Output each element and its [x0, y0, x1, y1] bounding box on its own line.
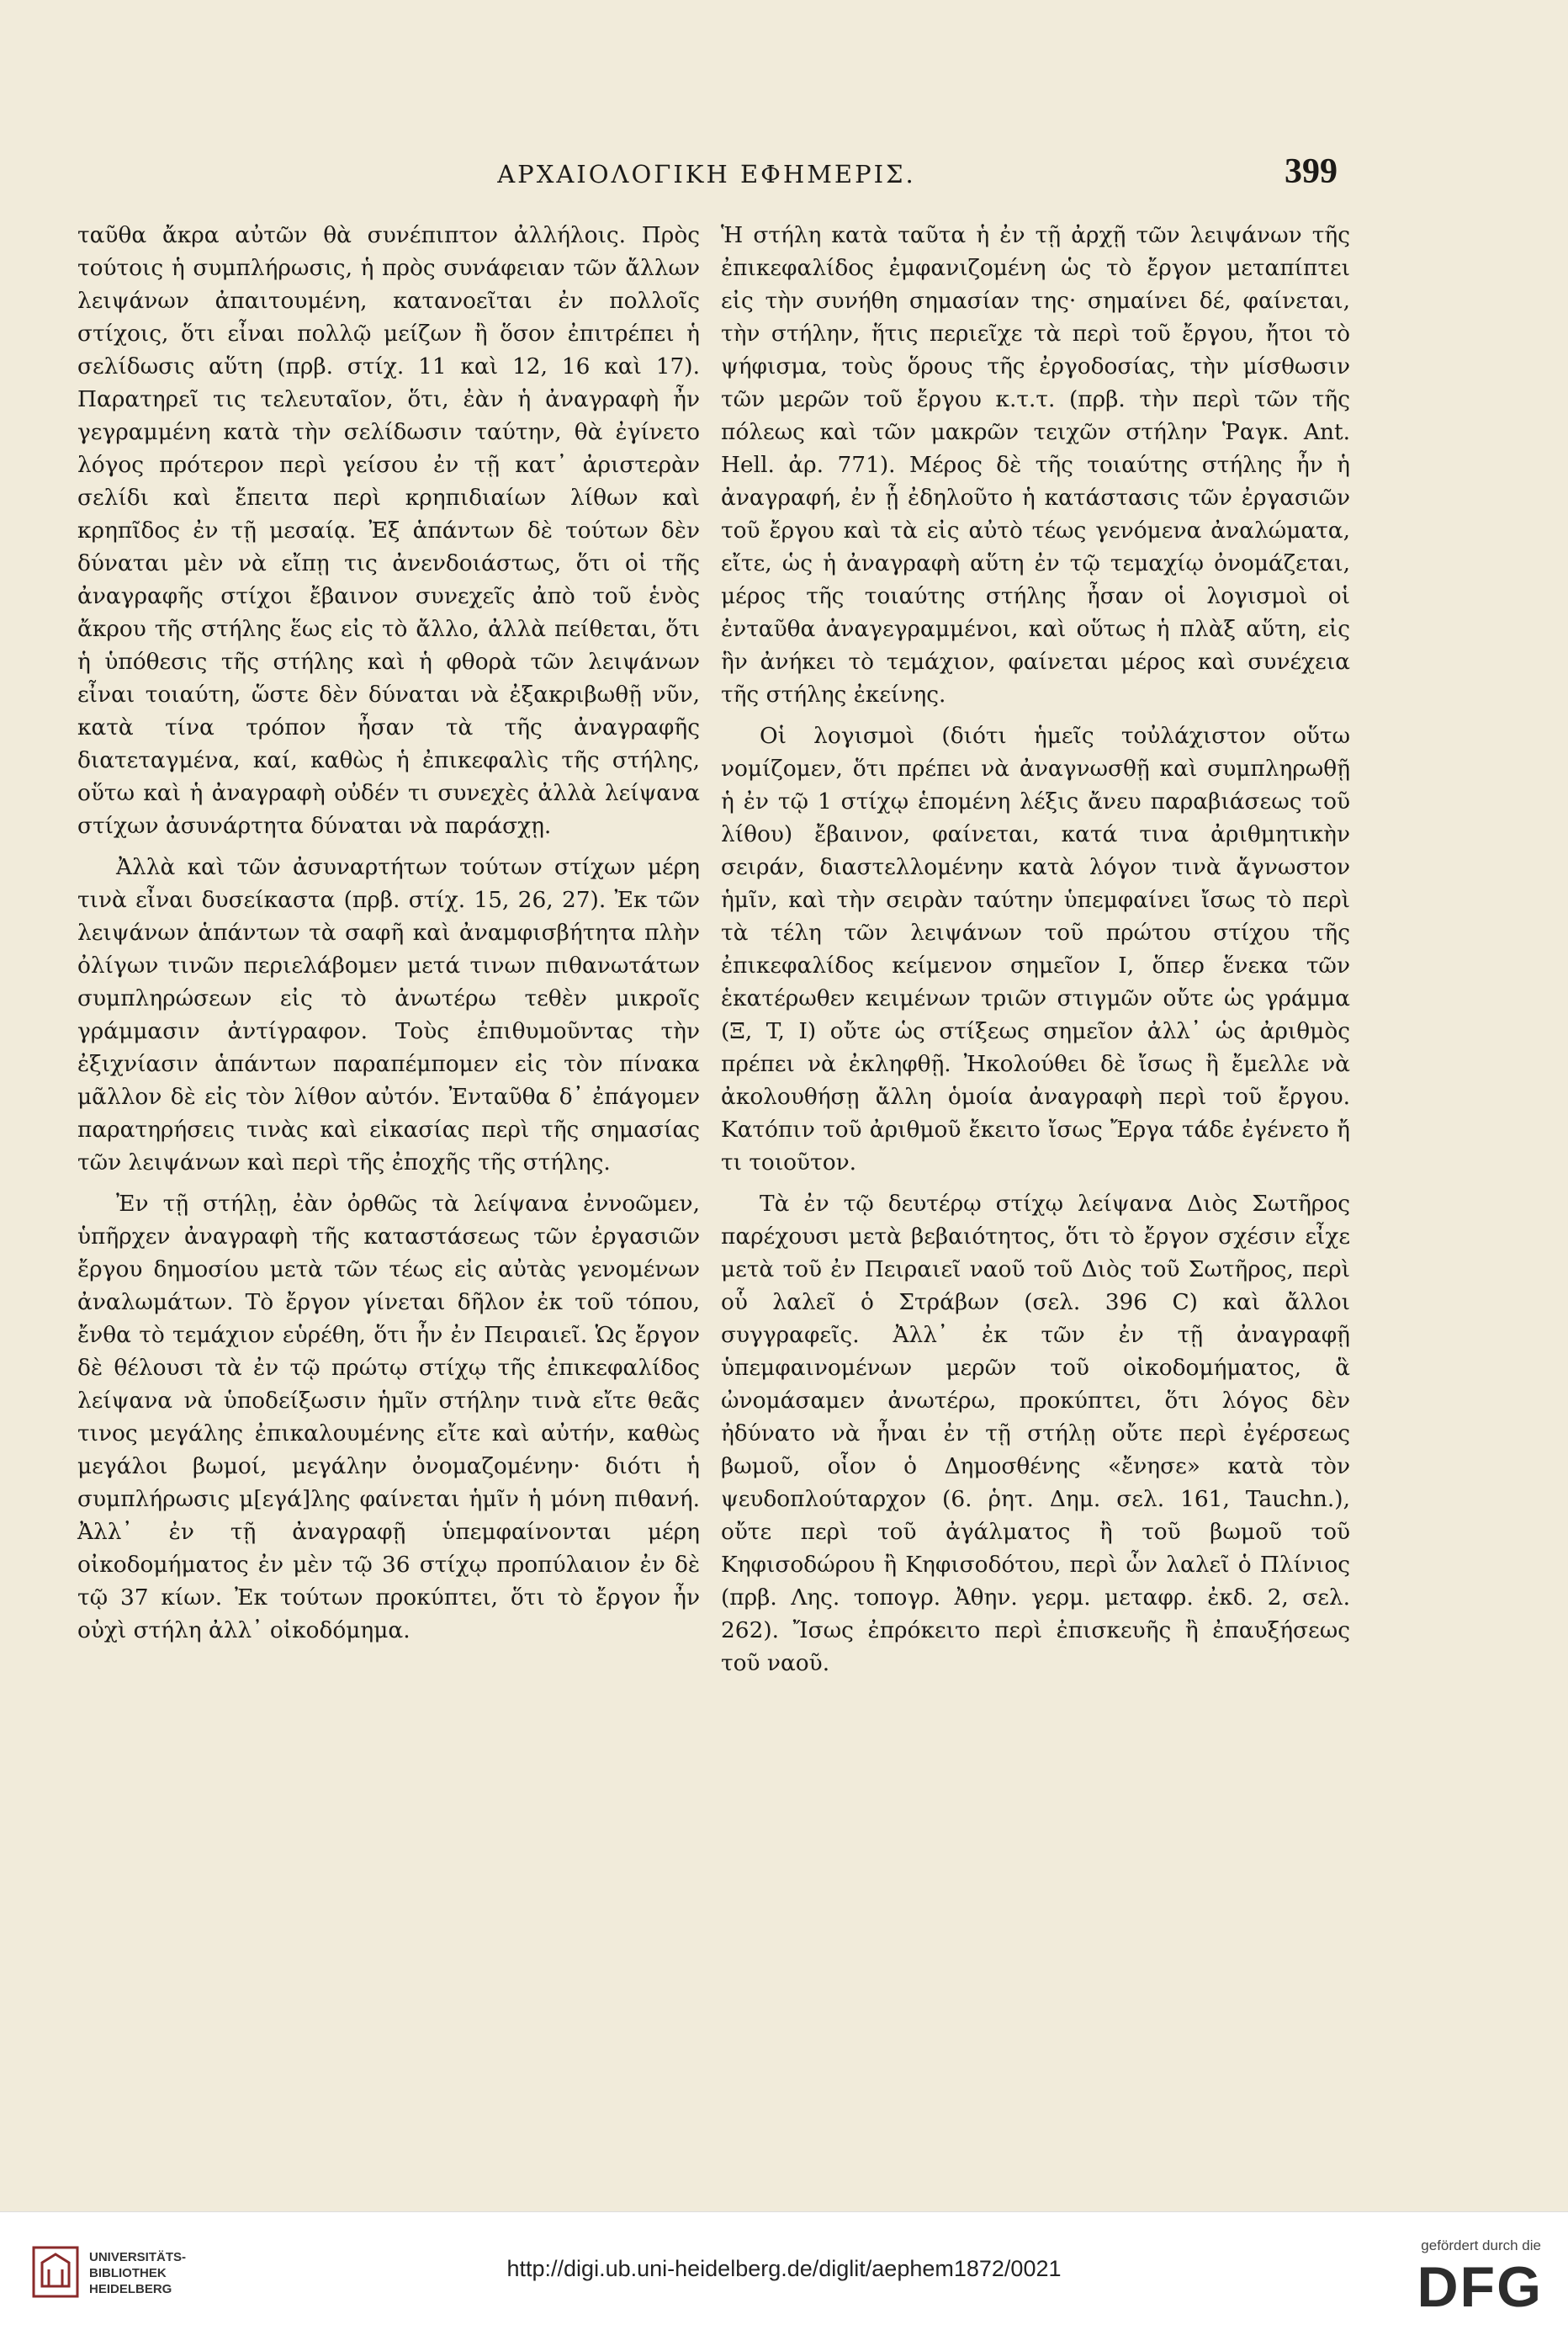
page-header: [76, 151, 1338, 202]
page-number: 399: [1285, 152, 1338, 191]
paragraph: Ἐν τῇ στήλῃ, ἐὰν ὀρθῶς τὰ λείψανα ἐννοῶμεν, ὑπῆρχεν ἀναγραφὴ τῆς καταστάσεως τῶν ἐργασιῶν ἔργου δημοσίου μετὰ τῶν τέως εἰς αὐτὰς γενομένων ἀναλωμάτων. Τὸ ἔργον γίνεται δῆλον ἐκ τοῦ τόπου, ἔνθα τὸ τεμάχιον εὑρέθη, ὅτι ἦν ἐν Πειραιεῖ. Ὡς ἔργον δὲ θέλουσι τὰ ἐν τῷ πρώτῳ στίχῳ τῆς ἐπικεφαλίδος λείψανα νὰ ὑποδείξωσιν ἡμῖν στήλην τινὰ εἴτε θεᾶς τινος μεγάλης ἐπικαλουμένης εἴτε καὶ αὐτήν, καθὼς μεγάλοι βωμοί, μεγάλην ὀνομαζομένην· διότι ἡ συμπλήρωσις μ[εγά]λης φαίνεται ἡμῖν ἡ μόνη πιθανή. Ἀλλ᾽ ἐν τῇ ἀναγραφῇ ὑπεμφαίνονται μέρη οἰκοδομήματος ἐν μὲν τῷ 36 στίχῳ προπύλαιον ἐν δὲ τῷ 37 κίων. Ἐκ τούτων προκύπτει, ὅτι τὸ ἔργον ἦν οὐχὶ στήλη ἀλλ᾽ οἰκοδόμημα.: [77, 1191, 700, 1643]
paragraph: Τὰ ἐν τῷ δευτέρῳ στίχῳ λείψανα Διὸς Σωτῆρος παρέχουσι μετὰ βεβαιότητος, ὅτι τὸ ἔργον σχέσιν εἶχε μετὰ τοῦ ἐν Πειραιεῖ ναοῦ τοῦ Διὸς τοῦ Σωτῆρος, περὶ οὗ λαλεῖ ὁ Στράβων (σελ. 396 C) καὶ ἄλλοι συγγραφεῖς. Ἀλλ᾽ ἐκ τῶν ἐν τῇ ἀναγραφῇ ὑπεμφαινομένων μερῶν τοῦ οἰκοδομήματος, ἃ ὠνομάσαμεν ἀνωτέρω, προκύπτει, ὅτι λόγος δὲν ἠδύνατο νὰ ἦναι ἐν τῇ στήλῃ οὔτε περὶ ἐγέρσεως βωμοῦ, οἷον ὁ Δημοσθένης «ἔνησε» κατὰ τὸν ψευδοπλούταρχον (6. ῥητ. Δημ. σελ. 161, Tauchn.), οὔτε περὶ τοῦ ἀγάλματος ἢ τοῦ βωμοῦ τοῦ Κηφισοδώρου ἢ Κηφισοδότου, περὶ ὧν λαλεῖ ὁ Πλίνιος (πρβ. Λης. τοπογρ. Ἀθην. γερμ. μεταφρ. ἐκδ. 2, σελ. 262). Ἴσως ἐπρόκειτο περὶ ἐπισκευῆς ἢ ἐπαυξήσεως τοῦ ναοῦ.: [721, 1191, 1350, 1676]
dfg-logo: DFG: [1417, 2255, 1543, 2319]
paragraph: ταῦθα ἄκρα αὐτῶν θὰ συνέπιπτον ἀλλήλοις. Πρὸς τούτοις ἡ συμπλήρωσις, ἡ πρὸς συνάφειαν τῶν ἄλλων λειψάνων ἀπαιτουμένη, κατανοεῖται ἐν πολλοῖς στίχοις, ὅτι εἶναι πολλῷ μείζων ἢ ὅσον ἐπιτρέπει ἡ σελίδωσις αὕτη (πρβ. στίχ. 11 καὶ 12, 16 καὶ 17). Παρατηρεῖ τις τελευταῖον, ὅτι, ἐὰν ἡ ἀναγραφὴ ἦν γεγραμμένη κατὰ τὴν σελίδωσιν ταύτην, θὰ ἐγίνετο λόγος πρότερον περὶ γείσου ἐν τῇ κατ᾽ ἀριστερὰν σελίδι καὶ ἔπειτα περὶ κρηπιδιαίων λίθων καὶ κρηπῖδος ἐν τῇ μεσαίᾳ. Ἐξ ἁπάντων δὲ τούτων δὲν δύναται μὲν νὰ εἴπῃ τις ἀνενδοιάστως, ὅτι οἱ τῆς ἀναγραφῆς στίχοι ἔβαινον συνεχεῖς ἀπὸ τοῦ ἑνὸς ἄκρου τῆς στήλης ἕως εἰς τὸ ἄλλο, ἀλλὰ πείθεται, ὅτι ἡ ὑπόθεσις τῆς στήλης καὶ ἡ φθορὰ τῶν λειψάνων εἶναι τοιαύτη, ὥστε δὲν δύναται νὰ ἐξακριβωθῇ νῦν, κατὰ τίνα τρόπον ἦσαν τὰ τῆς ἀναγραφῆς διατεταγμένα, καί, καθὼς ἡ ἐπικεφαλὶς τῆς στήλης, οὕτω καὶ ἡ ἀναγραφὴ οὐδέν τι συνεχὲς ἀλλὰ λείψανα στίχων ἀσυνάρτητα δύναται νὰ παράσχῃ.: [77, 222, 700, 839]
paragraph: Οἱ λογισμοὶ (διότι ἡμεῖς τοὐλάχιστον οὕτω νομίζομεν, ὅτι πρέπει νὰ ἀναγνωσθῇ καὶ συμπληρωθῇ ἡ ἐν τῷ 1 στίχῳ ἑπομένη λέξις ἄνευ παραβιάσεως τοῦ λίθου) ἔβαινον, φαίνεται, κατά τινα ἀριθμητικὴν σειράν, διαστελλομένην κατὰ λόγον τινὰ ἄγνωστον ἡμῖν, καὶ τὴν σειρὰν ταύτην ὑπεμφαίνει ἴσως τὸ περὶ τὰ τέλη τῶν λειψάνων τοῦ πρώτου στίχου τῆς ἐπικεφαλίδος κείμενον σημεῖον I, ὅπερ ἕνεκα τῶν ἑκατέρωθεν κειμένων τριῶν στιγμῶν οὔτε ὡς γράμμα (Ξ, T, I) οὔτε ὡς στίξεως σημεῖον ἀλλ᾽ ὡς ἀριθμὸς πρέπει νὰ ἐκληφθῇ. Ἠκολούθει δὲ ἴσως ἢ ἔμελλε νὰ ἀκολουθήσῃ ἄλλη ὁμοία ἀναγραφὴ περὶ τοῦ ἔργου. Κατόπιν τοῦ ἀριθμοῦ ἔκειτο ἴσως Ἔργα τάδε ἐγένετο ἤ τι τοιοῦτον.: [721, 723, 1350, 1176]
right-column: [721, 219, 1350, 1688]
left-column: [77, 219, 700, 1655]
running-title: ΑΡΧΑΙΟΛΟΓΙΚΗ ΕΦΗΜΕΡΙΣ.: [497, 160, 916, 188]
paragraph: Ἡ στήλη κατὰ ταῦτα ἡ ἐν τῇ ἀρχῇ τῶν λειψάνων τῆς ἐπικεφαλίδος ἐμφανιζομένη ὡς τὸ ἔργον μεταπίπτει εἰς τὴν συνήθη σημασίαν της· σημαίνει δέ, φαίνεται, τὴν στήλην, ἥτις περιεῖχε τὰ περὶ τοῦ ἔργου, ἤτοι τὸ ψήφισμα, τοὺς ὅρους τῆς ἐργοδοσίας, τὴν μίσθωσιν τῶν μερῶν τοῦ ἔργου κ.τ.τ. (πρβ. τὴν περὶ τῶν τῆς πόλεως καὶ τῶν μακρῶν τειχῶν στήλην Ῥαγκ. Ant. Hell. ἀρ. 771). Μέρος δὲ τῆς τοιαύτης στήλης ἦν ἡ ἀναγραφή, ἐν ᾗ ἐδηλοῦτο ἡ κατάστασις τῶν ἐργασιῶν τοῦ ἔργου καὶ τὰ εἰς αὐτὸ τέως γενόμενα ἀναλώματα, εἴτε, ὡς ἡ ἀναγραφὴ αὕτη ἐν τῷ τεμαχίῳ ὀνομάζεται, μέρος τῆς τοιαύτης στήλης ἦσαν οἱ λογισμοὶ οἱ ἐνταῦθα ἀναγεγραμμένοι, καὶ οὕτως ἡ πλὰξ αὕτη, εἰς ἣν ἀνήκει τὸ τεμάχιον, φαίνεται μέρος καὶ συνέχεια τῆς στήλης ἐκείνης.: [721, 222, 1350, 708]
institution-name: UNIVERSITÄTS- BIBLIOTHEK HEIDELBERG: [89, 2250, 187, 2296]
permalink-url[interactable]: http://digi.ub.uni-heidelberg.de/diglit/aephem1872/0021: [506, 2256, 1062, 2281]
funding-label: gefördert durch die: [1421, 2237, 1541, 2253]
viewer-footer: [0, 2211, 1568, 2330]
paragraph: Ἀλλὰ καὶ τῶν ἀσυναρτήτων τούτων στίχων μέρη τινὰ εἶναι δυσείκαστα (πρβ. στίχ. 15, 26, 27). Ἐκ τῶν λειψάνων ἁπάντων τὰ σαφῆ καὶ ἀναμφισβήτητα πλὴν ὀλίγων τινῶν περιελάβομεν μετά τινων πιθανωτάτων συμπληρώσεων εἰς τὸ ἀνωτέρω τεθὲν μικροῖς γράμμασιν ἀντίγραφον. Τοὺς ἐπιθυμοῦντας τὴν ἐξιχνίασιν ἁπάντων παραπέμπομεν εἰς τὸν πίνακα μᾶλλον δὲ εἰς τὸν λίθον αὐτόν. Ἐνταῦθα δ᾽ ἐπάγομεν παρατηρήσεις τινὰς καὶ εἰκασίας περὶ τῆς σημασίας τῶν λειψάνων καὶ περὶ τῆς ἐποχῆς τῆς στήλης.: [77, 854, 700, 1176]
